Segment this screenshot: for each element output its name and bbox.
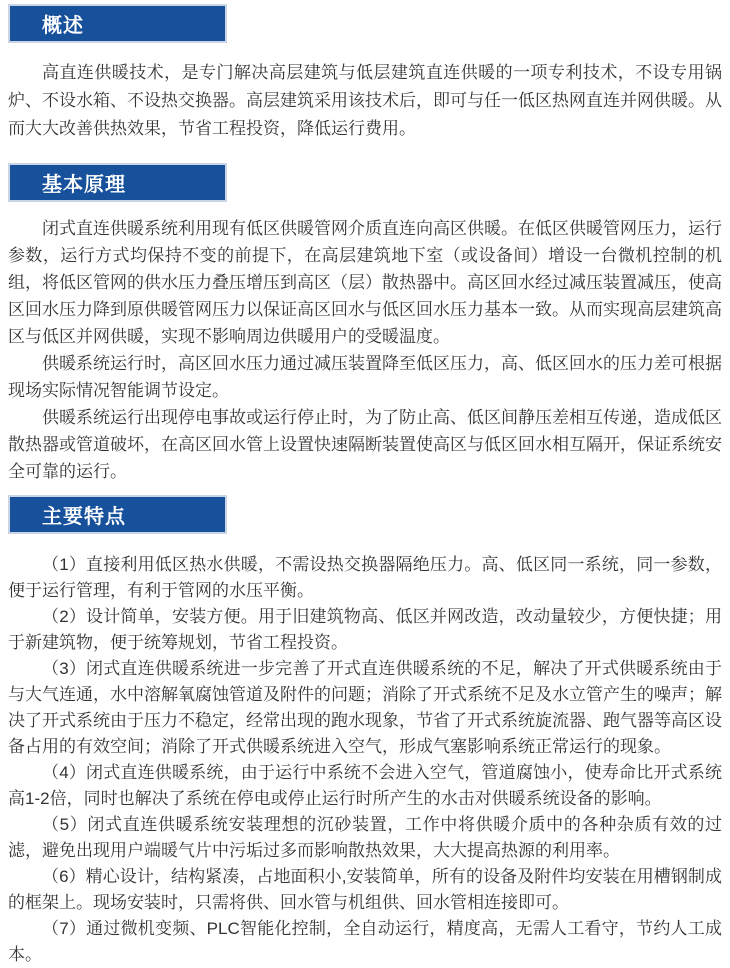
feature-item: （5）闭式直连供暖系统安装理想的沉砂装置，工作中将供暖介质中的各种杂质有效的过滤，避免出现用户端暖气片中污垢过多而影响散热效果，大大提高热源的利用率。 [8,815,722,860]
section-bar-overview [8,4,227,43]
section-content-principle [8,215,722,485]
section-title-overview: 概述 [42,15,84,37]
feature-item: （4）闭式直连供暖系统，由于运行中系统不会进入空气，管道腐蚀小，使寿命比开式系统高1-2倍，同时也解决了系统在停电或停止运行时所产生的水击对供暖系统设备的影响。 [8,763,722,808]
paragraph: 供暖系统运行时，高区回水压力通过减压装置降至低区压力，高、低区回水的压力差可根据现场实际情况智能调节设定。 [8,354,722,400]
section-title-features: 主要特点 [42,506,126,528]
feature-item: （1）直接利用低区热水供暖，不需设热交换器隔绝压力。高、低区同一系统，同一参数，便于运行管理，有利于管网的水压平衡。 [8,555,722,600]
section-bar-principle [8,163,227,202]
paragraph: 供暖系统运行出现停电事故或运行停止时，为了防止高、低区间静压差相互传递，造成低区散热器或管道破坏，在高区回水管上设置快速隔断装置使高区与低区回水相互隔开，保证系统安全可靠的运行。 [8,408,722,481]
paragraph: 高直连供暖技术，是专门解决高层建筑与低层建筑直连供暖的一项专利技术，不设专用锅炉、不设水箱、不设热交换器。高层建筑采用该技术后，即可与任一低区热网直连并网供暖。从而大大改善供热效果，节省工程投资，降低运行费用。 [8,63,722,138]
feature-item: （7）通过微机变频、PLC智能化控制，全自动运行，精度高，无需人工看守，节约人工成本。 [8,919,722,964]
feature-item: （3）闭式直连供暖系统进一步完善了开式直连供暖系统的不足，解决了开式供暖系统由于与大气连通，水中溶解氧腐蚀管道及附件的问题；消除了开式系统不足及水立管产生的噪声；解决了开式系统由于压力不稳定，经常出现的跑水现象，节省了开式系统旋流器、跑气器等高区设备占用的有效空间；消除了开式供暖系统进入空气，形成气塞影响系统正常运行的现象。 [8,659,722,756]
paragraph: 闭式直连供暖系统利用现有低区供暖管网介质直连向高区供暖。在低区供暖管网压力，运行参数，运行方式均保持不变的前提下，在高层建筑地下室（或设备间）增设一台微机控制的机组，将低区管网的供水压力叠压增压到高区（层）散热器中。高区回水经过减压装置减压，使高区回水压力降到原供暖管网压力以保证高区回水与低区回水压力基本一致。从而实现高层建筑高区与低区并网供暖，实现不影响周边供暖用户的受暖温度。 [8,219,722,346]
section-title-principle: 基本原理 [42,174,126,196]
feature-item: （6）精心设计，结构紧凑，占地面积小,安装简单，所有的设备及附件均安装在用槽钢制成的框架上。现场安装时，只需将供、回水管与机组供、回水管相连接即可。 [8,867,722,912]
section-content-features [8,552,722,968]
section-content-overview [8,59,722,143]
feature-item: （2）设计简单，安装方便。用于旧建筑物高、低区并网改造，改动量较少，方便快捷；用于新建筑物，便于统筹规划，节省工程投资。 [8,607,722,652]
section-bar-features [8,495,227,534]
